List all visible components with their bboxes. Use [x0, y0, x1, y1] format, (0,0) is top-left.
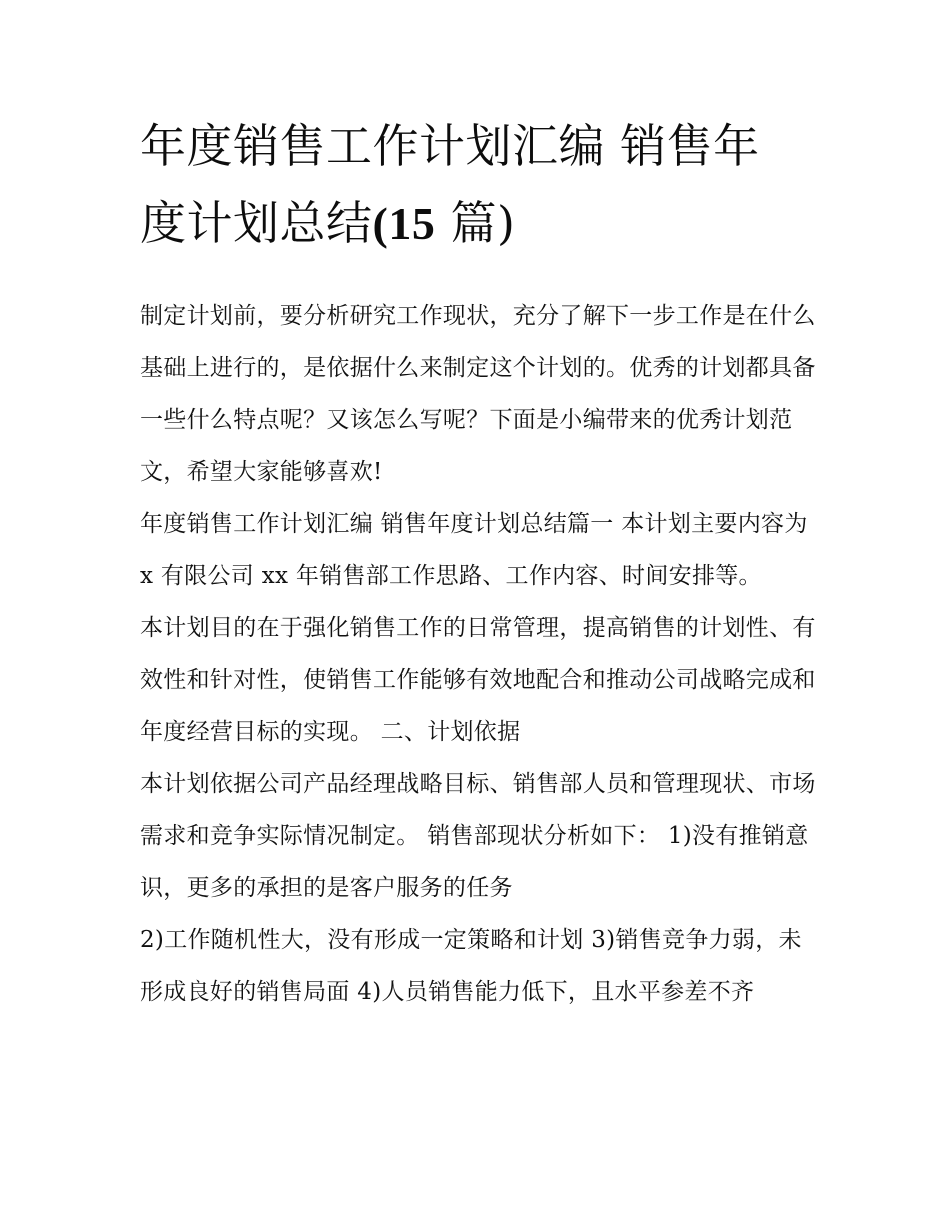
title-count: (15	[372, 198, 436, 249]
document-body	[140, 108, 816, 1018]
document-title	[140, 108, 816, 262]
paragraph-intro: 制定计划前，要分析研究工作现状，充分了解下一步工作是在什么基础上进行的，是依据什么来制定这个计划的。优秀的计划都具备一些什么特点呢？又该怎么写呢？下面是小编带来的优秀计划范文，希望大家能够喜欢!	[140, 303, 816, 485]
paragraph-status-points: 2)工作随机性大，没有形成一定策略和计划 3)销售竞争力弱，未形成良好的销售局面 4)人员销售能力低下，且水平参差不齐	[140, 927, 802, 1005]
paragraph-plan-overview: 年度销售工作计划汇编 销售年度计划总结篇一 本计划主要内容为 x 有限公司 xx 年销售部工作思路、工作内容、时间安排等。	[140, 511, 808, 589]
title-line-2-prefix: 度计划总结	[140, 196, 373, 250]
title-line-1: 年度销售工作计划汇编 销售年	[140, 119, 760, 173]
paragraph-plan-purpose: 本计划目的在于强化销售工作的日常管理，提高销售的计划性、有效性和针对性，使销售工作能够有效地配合和推动公司战略完成和年度经营目标的实现。 二、计划依据	[140, 615, 816, 745]
paragraph-plan-basis: 本计划依据公司产品经理战略目标、销售部人员和管理现状、市场需求和竞争实际情况制定。 销售部现状分析如下： 1)没有推销意识，更多的承担的是客户服务的任务	[140, 771, 816, 901]
title-line-2-suffix: 篇)	[435, 196, 516, 250]
